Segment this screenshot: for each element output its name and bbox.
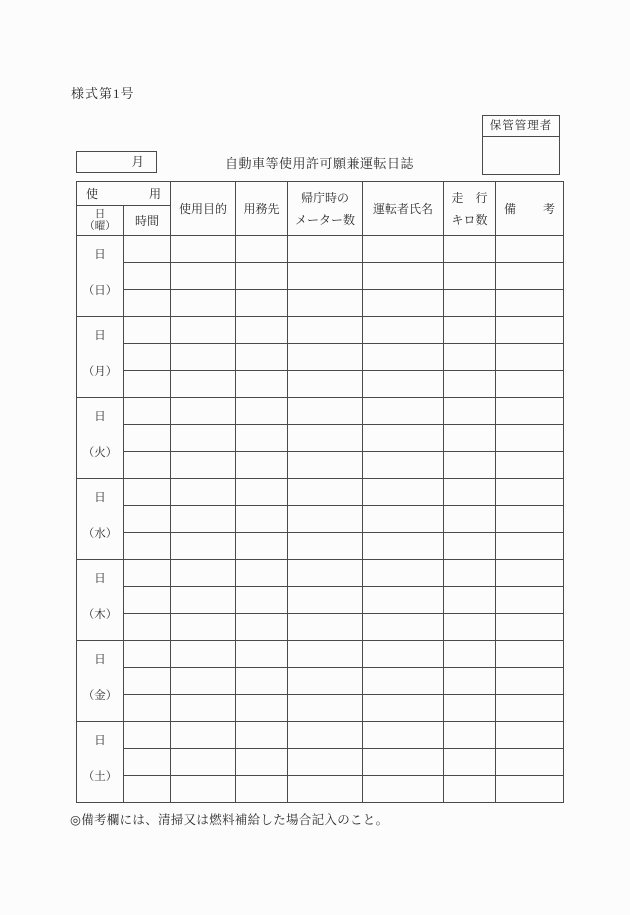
- entry-cell: [444, 425, 496, 452]
- entry-cell: [444, 479, 496, 506]
- entry-cell: [496, 506, 564, 533]
- entry-cell: [236, 398, 288, 425]
- entry-cell: [363, 371, 444, 398]
- entry-cell: [496, 290, 564, 317]
- entry-cell: [363, 668, 444, 695]
- weekday-label: （土）: [82, 771, 118, 783]
- day-label: 日: [94, 330, 106, 342]
- entry-cell: [288, 290, 363, 317]
- entry-cell: [236, 776, 288, 803]
- weekday-label: （水）: [82, 528, 118, 540]
- entry-cell: [496, 479, 564, 506]
- log-row: [77, 641, 564, 668]
- entry-cell: [444, 533, 496, 560]
- entry-cell: [171, 398, 236, 425]
- entry-cell: [363, 614, 444, 641]
- entry-cell: [444, 776, 496, 803]
- entry-cell: [171, 425, 236, 452]
- entry-cell: [288, 371, 363, 398]
- entry-cell: [288, 263, 363, 290]
- day-label: 日: [94, 411, 106, 423]
- entry-cell: [496, 560, 564, 587]
- entry-cell: [496, 317, 564, 344]
- entry-cell: [288, 425, 363, 452]
- entry-cell: [124, 776, 171, 803]
- entry-cell: [496, 236, 564, 263]
- entry-cell: [363, 290, 444, 317]
- log-row: [77, 317, 564, 344]
- log-row: [77, 533, 564, 560]
- entry-cell: [124, 668, 171, 695]
- log-table: [76, 181, 564, 803]
- entry-cell: [363, 641, 444, 668]
- entry-cell: [444, 452, 496, 479]
- log-row: [77, 776, 564, 803]
- log-row: [77, 614, 564, 641]
- entry-cell: [496, 614, 564, 641]
- entry-cell: [124, 506, 171, 533]
- entry-cell: [288, 452, 363, 479]
- log-row: [77, 722, 564, 749]
- form-number: 様式第1号: [71, 86, 135, 101]
- entry-cell: [124, 722, 171, 749]
- entry-cell: [288, 479, 363, 506]
- col-header-remarks: [496, 182, 564, 236]
- entry-cell: [363, 722, 444, 749]
- entry-cell: [444, 722, 496, 749]
- entry-cell: [444, 560, 496, 587]
- entry-cell: [444, 263, 496, 290]
- entry-cell: [236, 290, 288, 317]
- entry-cell: [444, 398, 496, 425]
- day-label: 日: [94, 735, 106, 747]
- distance-label-line1: 走 行: [451, 190, 488, 205]
- entry-cell: [236, 317, 288, 344]
- entry-cell: [236, 344, 288, 371]
- entry-cell: [124, 587, 171, 614]
- entry-cell: [236, 668, 288, 695]
- day-cell: [77, 317, 124, 398]
- log-row: [77, 695, 564, 722]
- entry-cell: [288, 236, 363, 263]
- entry-cell: [444, 695, 496, 722]
- document-title: 自動車等使用許可願兼運転日誌: [224, 156, 414, 171]
- log-row: [77, 587, 564, 614]
- day-cell: [77, 398, 124, 479]
- entry-cell: [288, 533, 363, 560]
- col-header-use: [77, 182, 171, 206]
- entry-cell: [124, 236, 171, 263]
- entry-cell: [496, 263, 564, 290]
- entry-cell: [124, 263, 171, 290]
- entry-cell: [171, 776, 236, 803]
- month-label: 月: [131, 155, 144, 169]
- entry-cell: [496, 533, 564, 560]
- day-label: 日: [94, 492, 106, 504]
- entry-cell: [496, 425, 564, 452]
- entry-cell: [171, 479, 236, 506]
- entry-cell: [444, 236, 496, 263]
- entry-cell: [124, 614, 171, 641]
- entry-cell: [171, 371, 236, 398]
- distance-label-line2: キロ数: [451, 212, 488, 227]
- log-row: [77, 290, 564, 317]
- day-label: 日: [94, 249, 106, 261]
- entry-cell: [124, 695, 171, 722]
- entry-cell: [124, 425, 171, 452]
- weekday-label: （木）: [82, 609, 118, 621]
- weekday-label: （火）: [82, 447, 118, 459]
- day-label: 日: [94, 573, 106, 585]
- entry-cell: [444, 668, 496, 695]
- entry-cell: [496, 452, 564, 479]
- footnote: ◎備考欄には、清掃又は燃料補給した場合記入のこと。: [70, 813, 389, 827]
- date-label-line2: （曜）: [84, 220, 116, 232]
- entry-cell: [236, 560, 288, 587]
- entry-cell: [171, 749, 236, 776]
- entry-cell: [236, 506, 288, 533]
- entry-cell: [444, 344, 496, 371]
- log-table-header: [77, 182, 564, 236]
- entry-cell: [171, 641, 236, 668]
- entry-cell: [236, 614, 288, 641]
- entry-cell: [444, 371, 496, 398]
- entry-cell: [288, 668, 363, 695]
- entry-cell: [288, 641, 363, 668]
- entry-cell: [444, 290, 496, 317]
- weekday-label: （月）: [82, 366, 118, 378]
- col-header-purpose: 使用目的: [171, 182, 236, 236]
- use-label-second: 用: [148, 187, 161, 201]
- entry-cell: [171, 452, 236, 479]
- entry-cell: [363, 776, 444, 803]
- entry-cell: [496, 776, 564, 803]
- entry-cell: [124, 290, 171, 317]
- log-row: [77, 668, 564, 695]
- header-row-1: [77, 182, 564, 206]
- remarks-label-first: 備: [504, 202, 517, 216]
- entry-cell: [363, 398, 444, 425]
- log-row: [77, 398, 564, 425]
- entry-cell: [444, 749, 496, 776]
- entry-cell: [363, 425, 444, 452]
- keeper-label: 保管管理者: [483, 116, 559, 137]
- entry-cell: [363, 263, 444, 290]
- entry-cell: [496, 398, 564, 425]
- col-header-meter: [288, 182, 363, 236]
- entry-cell: [496, 668, 564, 695]
- log-row: [77, 560, 564, 587]
- entry-cell: [124, 371, 171, 398]
- entry-cell: [363, 452, 444, 479]
- entry-cell: [363, 695, 444, 722]
- entry-cell: [444, 317, 496, 344]
- weekday-label: （日）: [82, 285, 118, 297]
- col-header-date: [77, 206, 124, 236]
- entry-cell: [288, 749, 363, 776]
- day-label: 日: [94, 654, 106, 666]
- entry-cell: [124, 398, 171, 425]
- col-header-destination: 用務先: [236, 182, 288, 236]
- entry-cell: [288, 776, 363, 803]
- log-row: [77, 344, 564, 371]
- entry-cell: [288, 695, 363, 722]
- entry-cell: [171, 290, 236, 317]
- entry-cell: [444, 641, 496, 668]
- day-cell: [77, 722, 124, 803]
- log-row: [77, 425, 564, 452]
- entry-cell: [124, 641, 171, 668]
- entry-cell: [171, 236, 236, 263]
- day-cell: [77, 560, 124, 641]
- entry-cell: [288, 560, 363, 587]
- entry-cell: [124, 317, 171, 344]
- entry-cell: [124, 452, 171, 479]
- entry-cell: [236, 641, 288, 668]
- entry-cell: [363, 344, 444, 371]
- entry-cell: [288, 614, 363, 641]
- day-cell: [77, 641, 124, 722]
- entry-cell: [288, 587, 363, 614]
- entry-cell: [288, 344, 363, 371]
- col-header-distance: [444, 182, 496, 236]
- log-row: [77, 749, 564, 776]
- entry-cell: [363, 506, 444, 533]
- entry-cell: [363, 317, 444, 344]
- entry-cell: [363, 236, 444, 263]
- entry-cell: [288, 506, 363, 533]
- log-table-body: [77, 236, 564, 803]
- entry-cell: [236, 263, 288, 290]
- entry-cell: [236, 587, 288, 614]
- entry-cell: [236, 236, 288, 263]
- entry-cell: [496, 722, 564, 749]
- log-row: [77, 452, 564, 479]
- entry-cell: [288, 317, 363, 344]
- date-label-line1: 日: [94, 208, 106, 220]
- entry-cell: [124, 533, 171, 560]
- entry-cell: [288, 722, 363, 749]
- entry-cell: [236, 452, 288, 479]
- entry-cell: [496, 344, 564, 371]
- entry-cell: [171, 614, 236, 641]
- entry-cell: [363, 749, 444, 776]
- col-header-driver: 運転者氏名: [363, 182, 444, 236]
- log-row: [77, 506, 564, 533]
- entry-cell: [496, 641, 564, 668]
- entry-cell: [171, 506, 236, 533]
- entry-cell: [496, 695, 564, 722]
- entry-cell: [171, 560, 236, 587]
- log-row: [77, 479, 564, 506]
- entry-cell: [363, 560, 444, 587]
- entry-cell: [444, 614, 496, 641]
- entry-cell: [236, 479, 288, 506]
- meter-label-line1: 帰庁時の: [300, 190, 349, 205]
- log-row: [77, 236, 564, 263]
- entry-cell: [171, 722, 236, 749]
- entry-cell: [171, 533, 236, 560]
- entry-cell: [171, 317, 236, 344]
- entry-cell: [496, 371, 564, 398]
- entry-cell: [236, 749, 288, 776]
- entry-cell: [236, 722, 288, 749]
- log-row: [77, 263, 564, 290]
- col-header-time: 時間: [124, 206, 171, 236]
- day-cell: [77, 236, 124, 317]
- meter-label-line2: メーター数: [294, 212, 355, 227]
- entry-cell: [124, 479, 171, 506]
- weekday-label: （金）: [82, 690, 118, 702]
- log-row: [77, 371, 564, 398]
- entry-cell: [363, 479, 444, 506]
- entry-cell: [124, 560, 171, 587]
- entry-cell: [236, 371, 288, 398]
- entry-cell: [236, 425, 288, 452]
- entry-cell: [171, 344, 236, 371]
- entry-cell: [171, 695, 236, 722]
- entry-cell: [363, 587, 444, 614]
- entry-cell: [496, 587, 564, 614]
- entry-cell: [171, 263, 236, 290]
- remarks-label-second: 考: [542, 202, 555, 216]
- day-cell: [77, 479, 124, 560]
- entry-cell: [444, 587, 496, 614]
- entry-cell: [236, 695, 288, 722]
- entry-cell: [124, 749, 171, 776]
- use-label-first: 使: [86, 187, 99, 201]
- entry-cell: [171, 587, 236, 614]
- entry-cell: [171, 668, 236, 695]
- entry-cell: [288, 398, 363, 425]
- entry-cell: [496, 749, 564, 776]
- entry-cell: [124, 344, 171, 371]
- entry-cell: [444, 506, 496, 533]
- entry-cell: [363, 533, 444, 560]
- entry-cell: [236, 533, 288, 560]
